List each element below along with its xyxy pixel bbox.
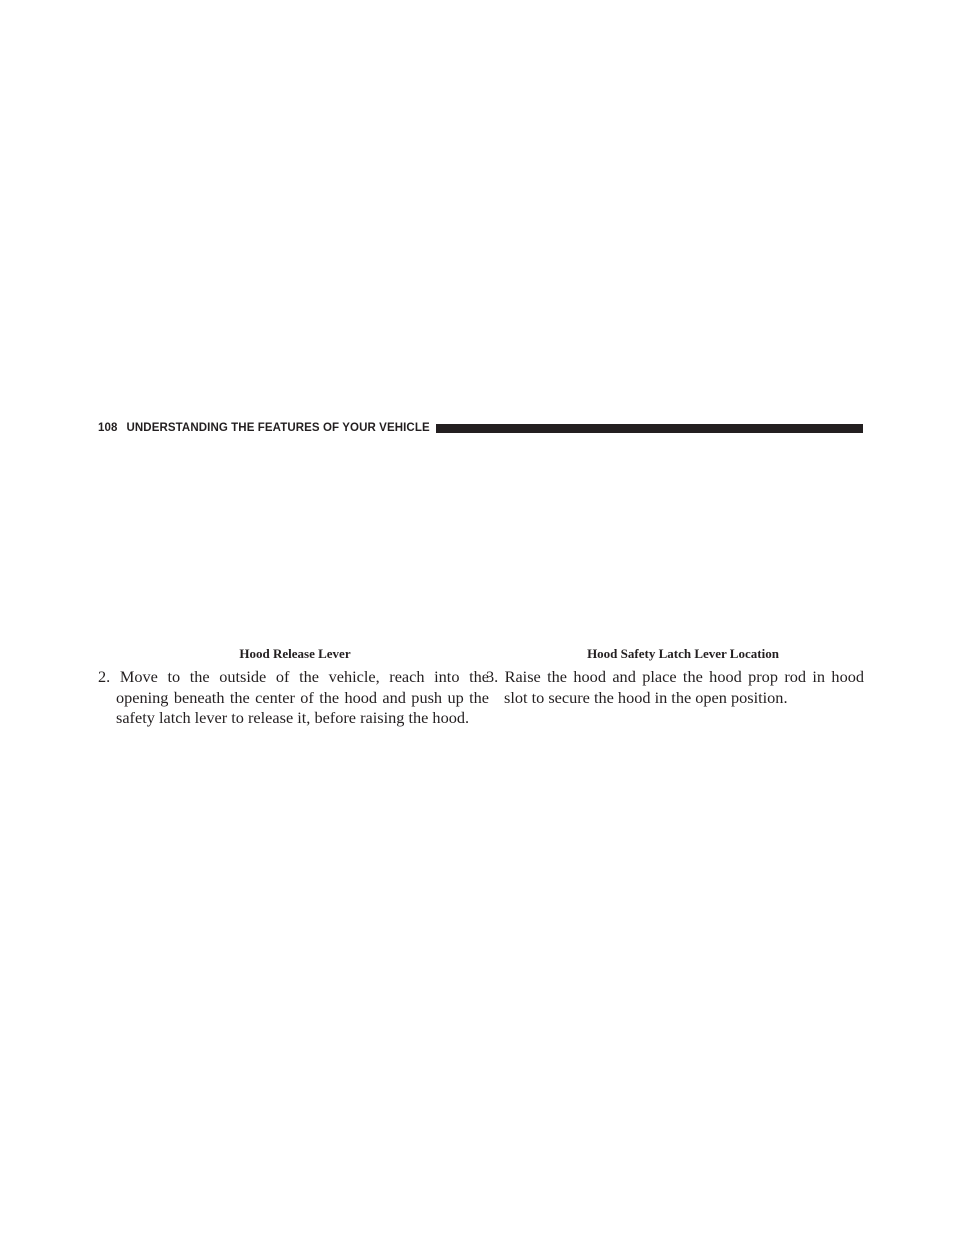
section-title: UNDERSTANDING THE FEATURES OF YOUR VEHICLE (126, 422, 430, 434)
step-number: 3. (486, 667, 499, 686)
hood-safety-latch-figure (496, 450, 864, 635)
figure-caption-hood-release-lever: Hood Release Lever (239, 646, 351, 661)
header-rule (436, 424, 863, 433)
hood-release-lever-figure (98, 450, 489, 635)
figure-caption-hood-safety-latch: Hood Safety Latch Lever Location (587, 646, 779, 661)
step-text: Move to the outside of the vehicle, reach into the opening beneath the center of the hood and push up the safety latch lever to release it, before raising the hood. (116, 667, 489, 727)
step-3 (486, 667, 864, 708)
step-2 (98, 667, 489, 729)
step-text: Raise the hood and place the hood prop rod in hood slot to secure the hood in the open position. (504, 667, 864, 707)
page-number: 108 (98, 422, 118, 434)
page-header (98, 419, 863, 437)
step-number: 2. (98, 667, 111, 686)
